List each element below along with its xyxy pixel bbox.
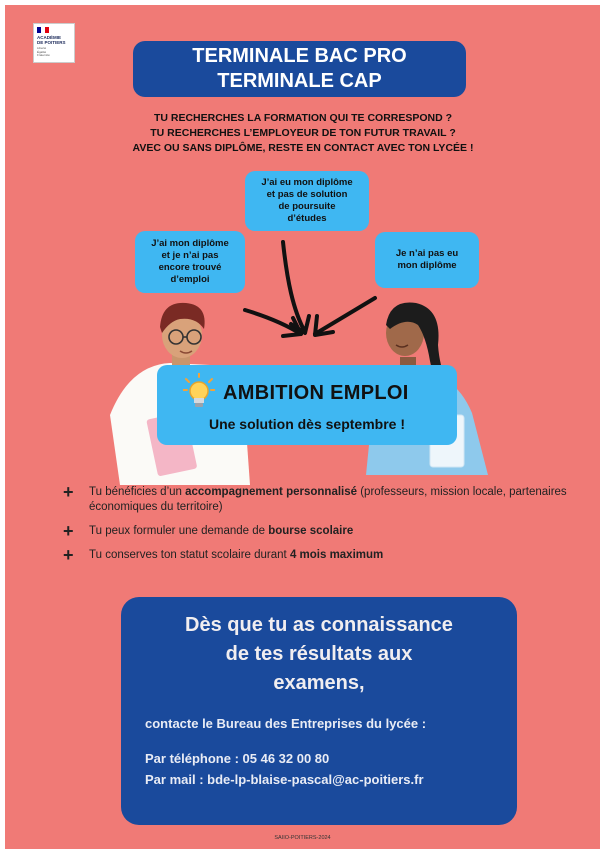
question-line: AVEC OU SANS DIPLÔME, RESTE EN CONTACT AVEC TON LYCÉE ! — [132, 142, 474, 154]
bubble-text-line: J’ai eu mon diplôme — [261, 177, 353, 188]
ambition-title: AMBITION EMPLOI — [223, 382, 409, 404]
bubble-text-line: encore trouvé — [158, 262, 222, 273]
logo-name-line: DE POITIERS — [37, 40, 66, 45]
plus-icon: + — [63, 482, 74, 502]
benefits-list — [63, 482, 573, 572]
plus-icon: + — [63, 545, 74, 565]
logo-motto: Liberté Égalité Fraternité — [37, 46, 50, 57]
plus-icon: + — [63, 521, 74, 541]
speech-bubble-left — [135, 231, 245, 293]
footer-credit: SAIIO-POITIERS-2024 — [274, 835, 331, 841]
lightbulb-icon — [183, 373, 215, 411]
bubble-text-line: mon diplôme — [397, 260, 457, 271]
bubble-text-line: de poursuite — [278, 201, 336, 212]
title-line-1: TERMINALE BAC PRO — [192, 45, 407, 67]
contact-heading: Dès que tu as connaissance de tes résultats aux examens, — [185, 614, 453, 694]
ambition-subtitle: Une solution dès septembre ! — [208, 416, 406, 432]
list-item: + Tu peux formuler une demande de bourse scolaire — [63, 521, 354, 541]
bubble-text-line: et pas de solution — [266, 189, 348, 200]
title-line-2: TERMINALE CAP — [217, 70, 382, 92]
questions-block — [85, 111, 521, 156]
bubble-text-line: J’ai mon diplôme — [151, 238, 229, 249]
bubble-text-line: et je n’ai pas — [161, 250, 219, 261]
contact-mail[interactable]: Par mail : bde-lp-blaise-pascal@ac-poitiers.fr — [145, 772, 424, 787]
academie-logo — [33, 23, 75, 63]
contact-card — [121, 597, 517, 825]
flyer-page — [5, 5, 600, 849]
title-banner — [133, 41, 466, 97]
flag-icon — [37, 27, 49, 33]
speech-bubble-center — [245, 171, 369, 231]
bubble-text-line: Je n’ai pas eu — [395, 248, 459, 259]
ambition-emploi-card — [157, 365, 457, 445]
bubble-text-line: d’emploi — [170, 274, 210, 285]
bubble-text-line: d’études — [287, 213, 327, 224]
contact-intro: contacte le Bureau des Entreprises du lycée : — [145, 716, 427, 731]
list-item: + Tu conserves ton statut scolaire durant 4 mois maximum — [63, 545, 384, 565]
question-line: TU RECHERCHES L’EMPLOYEUR DE TON FUTUR TRAVAIL ? — [150, 127, 456, 139]
logo-name-line: ACADÉMIE — [37, 35, 62, 40]
contact-phone[interactable]: Par téléphone : 05 46 32 00 80 — [145, 751, 330, 766]
question-line: TU RECHERCHES LA FORMATION QUI TE CORRESPOND ? — [153, 112, 453, 124]
list-item: + Tu bénéficies d’un accompagnement personnalisé (professeurs, mission locale, partenaires économiques du territoire) — [63, 482, 567, 513]
